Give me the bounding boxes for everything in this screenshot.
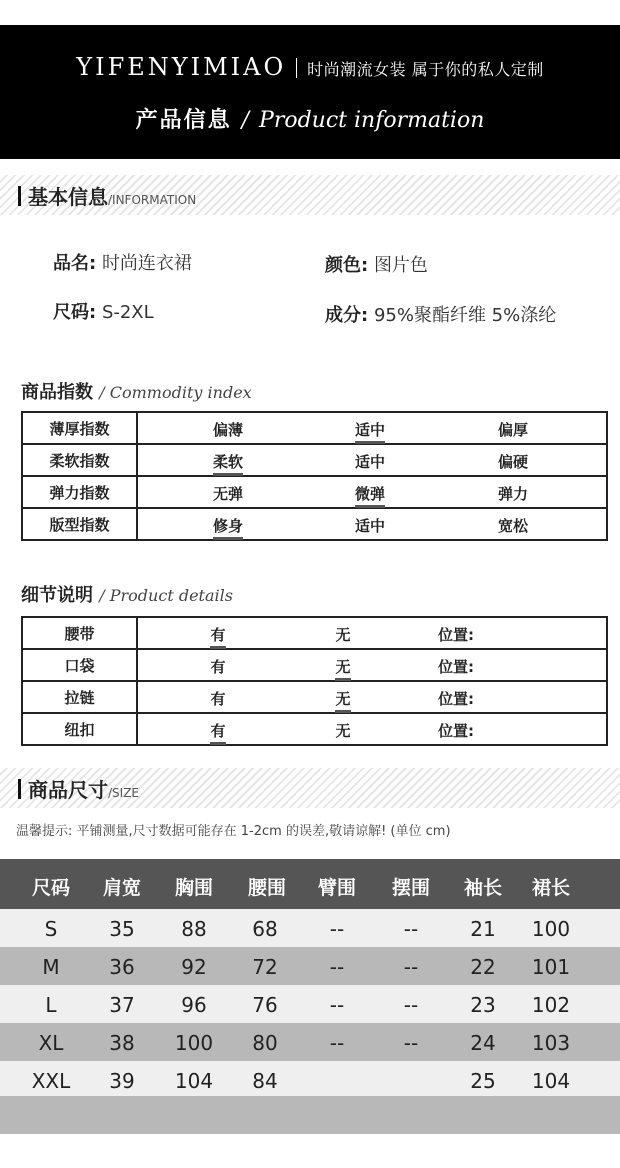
section-marker: [18, 779, 21, 799]
option: 弹力: [497, 485, 528, 503]
section-title-basic-info: [28, 181, 196, 210]
size-cell: 100: [174, 1031, 214, 1055]
size-cell: L: [45, 993, 57, 1017]
size-cell: --: [403, 1031, 419, 1055]
size-cell: 80: [252, 1031, 278, 1055]
size-cell: 100: [531, 917, 571, 941]
size-cell: 104: [531, 1069, 571, 1093]
size-row: [0, 985, 620, 1023]
option: 有: [210, 690, 226, 708]
section-bar-basic-info: [0, 175, 620, 215]
size-cell: 23: [470, 993, 496, 1017]
brand-row: [0, 53, 620, 81]
size-cell: 38: [109, 1031, 135, 1055]
option-selected: 柔软: [188, 451, 268, 472]
basic-info-title: 基本信息: [28, 185, 108, 209]
size-note: 温馨提示: 平铺测量,尺寸数据可能存在 1-2cm 的误差,敬请谅解! (单位 cm): [16, 824, 451, 839]
size-cell: M: [42, 955, 60, 979]
size-header-cell: 臂围: [317, 877, 356, 899]
section-title-size: [28, 774, 139, 803]
size-cell: 96: [181, 993, 207, 1017]
row-label: 柔软指数: [22, 444, 137, 476]
info-key-color: 颜色:: [325, 255, 369, 276]
size-table-footer: [0, 1096, 620, 1134]
option: 无弹: [212, 485, 243, 503]
size-cell: --: [329, 917, 345, 941]
info-item-name: [53, 249, 192, 275]
size-row: [0, 947, 620, 985]
size-cell: 37: [109, 993, 135, 1017]
row-label: 弹力指数: [22, 476, 137, 508]
size-header-cell: 摆围: [391, 877, 430, 899]
option-selected: 有: [178, 624, 258, 645]
brand-slogan: 时尚潮流女装 属于你的私人定制: [307, 60, 544, 79]
size-header-cell: 袖长: [463, 877, 502, 899]
option: 适中: [354, 453, 385, 471]
table-row: [22, 617, 607, 649]
brand-name: YIFENYIMIAO: [76, 53, 287, 81]
size-cell: 103: [531, 1031, 571, 1055]
option: 无: [335, 722, 351, 740]
info-key-material: 成分:: [325, 305, 369, 326]
commodity-index-subtitle: / Commodity index: [99, 383, 252, 402]
row-label: 腰带: [22, 617, 137, 649]
size-table-header: [0, 859, 620, 909]
size-header-cell: 胸围: [174, 877, 213, 899]
option: 位置:: [438, 658, 474, 676]
option: 位置:: [438, 690, 474, 708]
size-cell: --: [329, 955, 345, 979]
row-options: [137, 444, 607, 476]
product-details-heading: [21, 581, 233, 607]
info-item-size: [53, 298, 154, 324]
size-title: 商品尺寸: [28, 778, 108, 802]
row-options: [137, 713, 607, 745]
info-key-name: 品名:: [53, 253, 97, 274]
commodity-index-heading: [21, 378, 252, 404]
row-options: [137, 412, 607, 444]
product-details-subtitle: / Product details: [99, 586, 233, 605]
option: 有: [210, 658, 226, 676]
info-value-material: 95%聚酯纤维 5%涤纶: [373, 305, 557, 326]
table-row: [22, 476, 607, 508]
table-row: [22, 444, 607, 476]
row-label: 纽扣: [22, 713, 137, 745]
size-cell: 35: [109, 917, 135, 941]
size-cell: --: [329, 993, 345, 1017]
table-row: [22, 649, 607, 681]
size-cell: 102: [531, 993, 571, 1017]
size-subtitle: /SIZE: [108, 786, 140, 800]
row-label: 版型指数: [22, 508, 137, 540]
size-header-cell: 尺码: [31, 877, 70, 899]
size-row: [0, 1061, 620, 1099]
option: 偏厚: [497, 421, 528, 439]
table-row: [22, 713, 607, 745]
option-selected: 适中: [330, 419, 410, 440]
size-cell: XL: [38, 1031, 64, 1055]
header-title-row: [0, 103, 620, 134]
size-cell: --: [403, 955, 419, 979]
table-row: [22, 412, 607, 444]
size-cell: --: [403, 993, 419, 1017]
table-row: [22, 508, 607, 540]
info-item-color: [325, 251, 428, 277]
size-cell: --: [329, 1031, 345, 1055]
size-cell: XXL: [31, 1069, 71, 1093]
row-label: 拉链: [22, 681, 137, 713]
size-cell: 72: [252, 955, 278, 979]
row-options: [137, 649, 607, 681]
size-header-cell: 肩宽: [102, 877, 141, 899]
option-selected: 有: [178, 720, 258, 741]
size-cell: 76: [252, 993, 278, 1017]
size-row: [0, 909, 620, 947]
row-options: [137, 476, 607, 508]
brand-divider: [296, 58, 297, 78]
info-value-color: 图片色: [373, 255, 428, 276]
product-details-title: 细节说明: [21, 585, 93, 606]
option: 位置:: [438, 722, 474, 740]
header-title-cn: 产品信息: [135, 108, 232, 133]
option: 位置:: [438, 626, 474, 644]
header-title-slash: /: [241, 108, 250, 133]
section-bar-size: [0, 768, 620, 808]
info-value-size: S-2XL: [101, 302, 154, 323]
option: 宽松: [497, 517, 528, 535]
option: 适中: [354, 517, 385, 535]
option-selected: 无: [303, 656, 383, 677]
commodity-index-title: 商品指数: [21, 382, 93, 403]
row-label: 薄厚指数: [22, 412, 137, 444]
size-cell: 101: [531, 955, 571, 979]
size-cell: 92: [181, 955, 207, 979]
info-item-material: [325, 301, 556, 327]
product-details-table: [21, 616, 608, 746]
size-cell: S: [44, 917, 58, 941]
size-cell: 84: [252, 1069, 278, 1093]
size-row: [0, 1023, 620, 1061]
size-cell: 36: [109, 955, 135, 979]
size-cell: --: [403, 917, 419, 941]
header-banner: [0, 25, 620, 159]
row-label: 口袋: [22, 649, 137, 681]
size-cell: 24: [470, 1031, 496, 1055]
option-selected: 微弹: [330, 483, 410, 504]
size-header-cell: 裙长: [531, 877, 570, 899]
basic-info-subtitle: /INFORMATION: [108, 193, 197, 207]
row-options: [137, 617, 607, 649]
option: 偏硬: [497, 453, 528, 471]
row-options: [137, 508, 607, 540]
section-marker: [18, 186, 21, 206]
option-selected: 修身: [188, 515, 268, 536]
option: 无: [335, 626, 351, 644]
size-header-cell: 腰围: [247, 877, 286, 899]
option-selected: 无: [303, 688, 383, 709]
size-cell: 21: [470, 917, 496, 941]
size-cell: 25: [470, 1069, 496, 1093]
size-cell: 88: [181, 917, 207, 941]
info-value-name: 时尚连衣裙: [101, 253, 192, 274]
size-cell: 39: [109, 1069, 135, 1093]
size-cell: 22: [470, 955, 496, 979]
commodity-index-table: [21, 411, 608, 541]
option: 偏薄: [212, 421, 243, 439]
header-title-en: Product information: [259, 108, 485, 133]
size-cell: 104: [174, 1069, 214, 1093]
table-row: [22, 681, 607, 713]
row-options: [137, 681, 607, 713]
info-key-size: 尺码:: [53, 302, 97, 323]
size-cell: 68: [252, 917, 278, 941]
